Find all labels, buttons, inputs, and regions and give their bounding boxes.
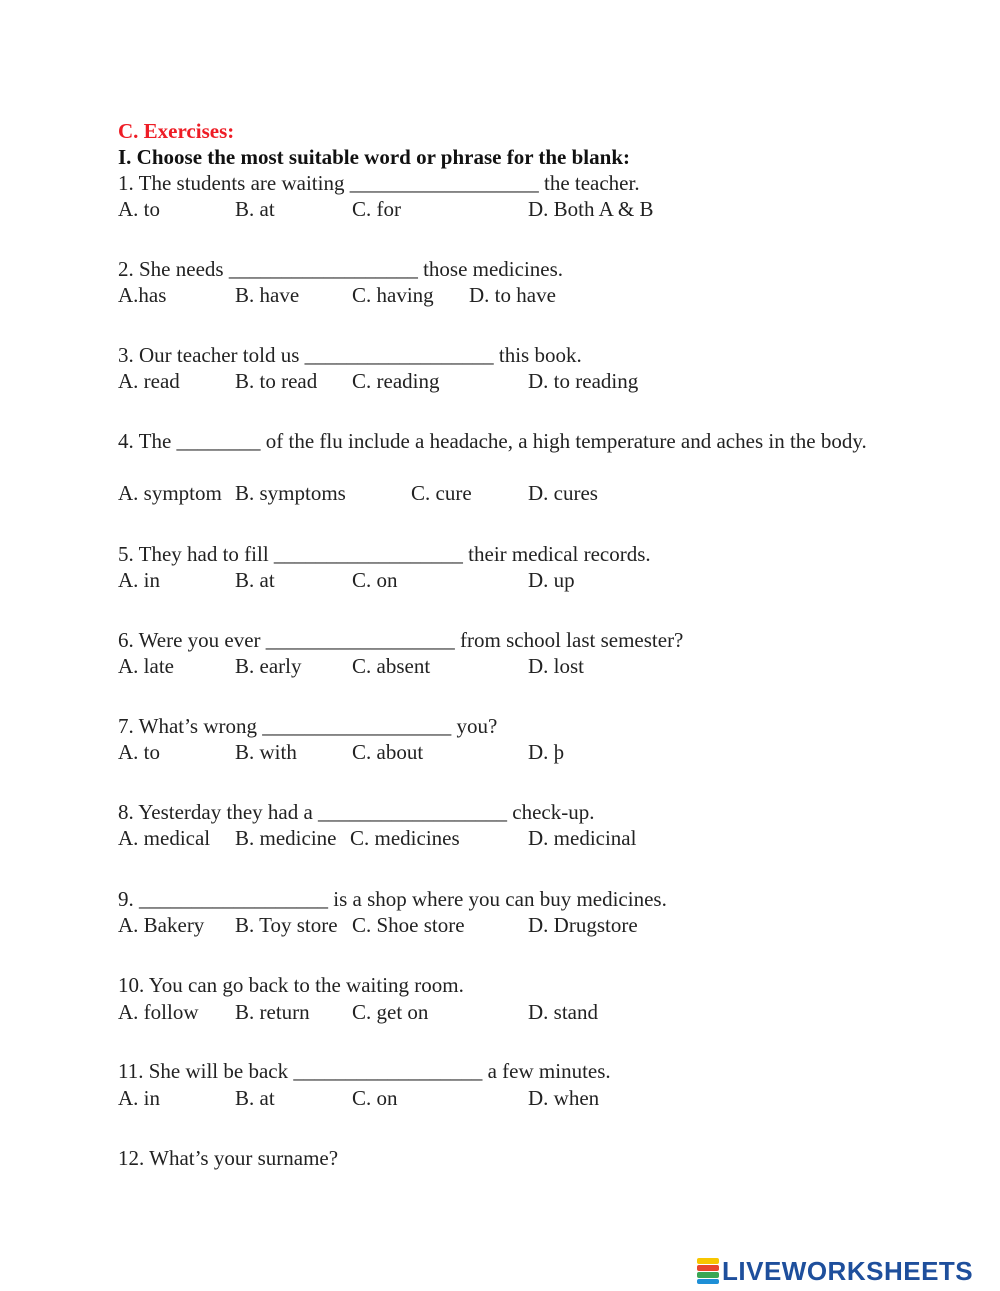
q11-option-a[interactable]: A. in <box>118 1086 160 1110</box>
q3-option-d[interactable]: D. to reading <box>528 369 639 393</box>
q2-option-c[interactable]: C. having <box>352 283 434 307</box>
q10-option-a[interactable]: A. follow <box>118 1000 199 1024</box>
logo-stripe-4 <box>697 1279 719 1284</box>
logo-text: LIVEWORKSHEETS <box>722 1255 974 1286</box>
q8-option-d[interactable]: D. medicinal <box>528 826 637 850</box>
q11-option-c[interactable]: C. on <box>352 1086 398 1110</box>
q8-option-b[interactable]: B. medicine <box>235 826 337 850</box>
q8-option-c[interactable]: C. medicines <box>350 826 460 850</box>
q5-option-c[interactable]: C. on <box>352 568 398 592</box>
question-6: 6. Were you ever __________________ from school last semester? <box>118 628 684 652</box>
q3-option-a[interactable]: A. read <box>118 369 180 393</box>
q5-option-d[interactable]: D. up <box>528 568 575 592</box>
q2-option-a[interactable]: A.has <box>118 283 167 307</box>
q9-option-a[interactable]: A. Bakery <box>118 913 205 937</box>
logo-stripe-2 <box>697 1265 719 1271</box>
q1-option-a[interactable]: A. to <box>118 197 160 221</box>
question-10: 10. You can go back to the waiting room. <box>118 973 464 997</box>
q10-option-b[interactable]: B. return <box>235 1000 310 1024</box>
q4-option-b[interactable]: B. symptoms <box>235 481 346 505</box>
question-1: 1. The students are waiting __________________ the teacher. <box>118 171 640 195</box>
q10-option-d[interactable]: D. stand <box>528 1000 598 1024</box>
q1-option-b[interactable]: B. at <box>235 197 275 221</box>
q2-option-b[interactable]: B. have <box>235 283 300 307</box>
logo-stripe-1 <box>697 1258 719 1264</box>
q11-option-b[interactable]: B. at <box>235 1086 275 1110</box>
q4-option-d[interactable]: D. cures <box>528 481 598 505</box>
question-8: 8. Yesterday they had a __________________ check-up. <box>118 800 595 824</box>
q3-option-b[interactable]: B. to read <box>235 369 318 393</box>
q5-option-a[interactable]: A. in <box>118 568 160 592</box>
question-3: 3. Our teacher told us __________________ this book. <box>118 343 582 367</box>
q4-option-a[interactable]: A. symptom <box>118 481 222 505</box>
q9-option-d[interactable]: D. Drugstore <box>528 913 638 937</box>
question-7: 7. What’s wrong __________________ you? <box>118 714 498 738</box>
instruction: I. Choose the most suitable word or phrase for the blank: <box>118 145 630 169</box>
q1-option-c[interactable]: C. for <box>352 197 401 221</box>
q9-option-c[interactable]: C. Shoe store <box>352 913 465 937</box>
logo-mark-icon <box>697 1258 719 1284</box>
liveworksheets-logo <box>697 1256 973 1286</box>
q6-option-b[interactable]: B. early <box>235 654 302 678</box>
q8-option-a[interactable]: A. medical <box>118 826 211 850</box>
q9-option-b[interactable]: B. Toy store <box>235 913 338 937</box>
q7-option-d[interactable]: D. þ <box>528 740 565 764</box>
question-5: 5. They had to fill __________________ their medical records. <box>118 542 651 566</box>
q6-option-c[interactable]: C. absent <box>352 654 431 678</box>
q7-option-b[interactable]: B. with <box>235 740 297 764</box>
q2-option-d[interactable]: D. to have <box>469 283 556 307</box>
question-2: 2. She needs __________________ those medicines. <box>118 257 564 281</box>
section-heading: C. Exercises: <box>118 119 235 143</box>
q1-option-d[interactable]: D. Both A & B <box>528 197 654 221</box>
q10-option-c[interactable]: C. get on <box>352 1000 429 1024</box>
q7-option-c[interactable]: C. about <box>352 740 424 764</box>
question-9: 9. __________________ is a shop where you can buy medicines. <box>118 887 667 911</box>
q6-option-d[interactable]: D. lost <box>528 654 585 678</box>
q11-option-d[interactable]: D. when <box>528 1086 600 1110</box>
q7-option-a[interactable]: A. to <box>118 740 160 764</box>
question-11: 11. She will be back __________________ a few minutes. <box>118 1059 611 1083</box>
q6-option-a[interactable]: A. late <box>118 654 174 678</box>
q5-option-b[interactable]: B. at <box>235 568 275 592</box>
q4-option-c[interactable]: C. cure <box>411 481 472 505</box>
question-12: 12. What’s your surname? <box>118 1146 339 1170</box>
question-4: 4. The ________ of the flu include a headache, a high temperature and aches in the body. <box>118 429 867 453</box>
q3-option-c[interactable]: C. reading <box>352 369 440 393</box>
logo-stripe-3 <box>697 1272 719 1278</box>
